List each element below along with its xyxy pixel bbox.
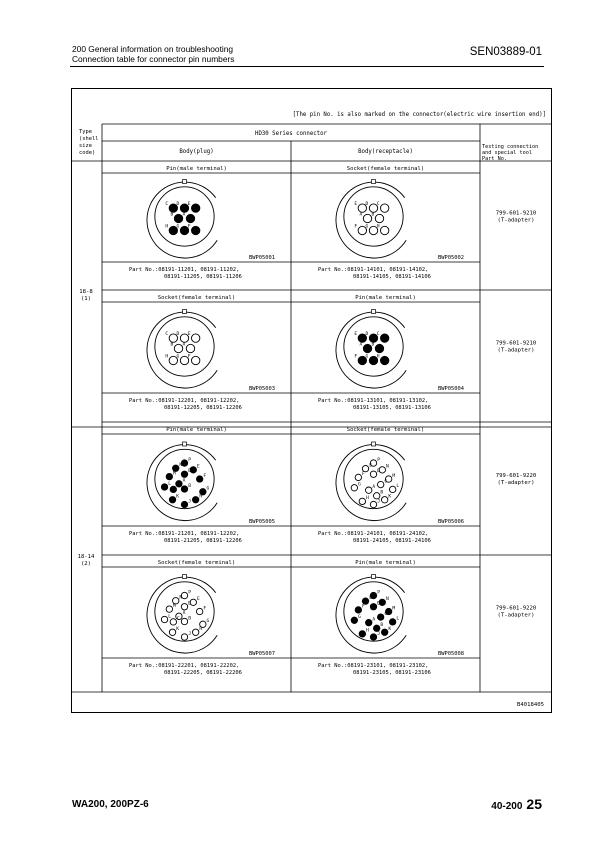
pin-letter: M (173, 471, 176, 477)
pin-letter: E (354, 201, 358, 207)
pin-open (351, 485, 357, 491)
figure-reference-code: B4018405 (517, 702, 544, 708)
connector-key-notch (183, 442, 187, 446)
connector-shell-outline (344, 449, 403, 508)
pin-filled (379, 599, 385, 605)
pin-filled (186, 214, 194, 222)
tool-part-number: 799-601-9210 (495, 340, 537, 347)
terminal-type-label: Socket(female terminal) (157, 560, 236, 566)
pin-filled (377, 614, 383, 620)
pin-open (166, 606, 172, 612)
pin-open (181, 592, 187, 598)
pin-letter: N (179, 595, 183, 601)
pin-open (170, 619, 176, 625)
pin-open (191, 356, 199, 364)
type-code-label: (2) (80, 561, 92, 567)
tool-part-number: 799-601-9210 (495, 210, 537, 217)
pin-letter: B (380, 490, 384, 496)
footer-page (491, 796, 542, 812)
part-number-line: 08191-23105, 08191-23106 (353, 670, 431, 676)
body-receptacle-header: Body(receptacle) (358, 149, 413, 155)
connector-body-outline (336, 445, 406, 521)
type-header-text: (shell (79, 136, 99, 142)
connector-key-notch (183, 310, 187, 314)
pin-open (380, 226, 388, 234)
pin-open (366, 487, 372, 493)
pin-letter: D (188, 469, 191, 475)
pin-open (355, 474, 361, 480)
pin-letter: L (396, 484, 400, 490)
pin-letter: M (392, 473, 396, 479)
pin-letter: D (365, 331, 369, 337)
pin-open (181, 634, 187, 640)
pin-letter: N (179, 463, 183, 469)
type-code-label: (1) (80, 296, 92, 302)
pin-letter: P (377, 590, 380, 596)
footer-page-number: 25 (526, 796, 542, 812)
pin-open (169, 629, 175, 635)
pin-letter: K (176, 494, 180, 500)
pin-letter: J (377, 631, 380, 637)
pin-letter: J (188, 631, 191, 637)
pin-letter: D (188, 601, 191, 607)
pin-letter: D (377, 469, 380, 475)
pin-open (377, 481, 383, 487)
pin-filled (380, 356, 388, 364)
pin-letter: P (188, 457, 191, 463)
pin-letter: D (377, 601, 380, 607)
type-code-label: 18-8 (79, 289, 93, 295)
pin-filled (169, 497, 175, 503)
header-chapter: 200 General information on troubleshooting (72, 44, 234, 54)
pin-letter: E (369, 463, 373, 469)
pin-letter: B (170, 342, 174, 348)
type-header-text: size (79, 143, 92, 149)
part-number-line: 08191-11205, 08191-11206 (164, 274, 242, 280)
pin-filled (161, 484, 167, 490)
pin-letter: E (187, 331, 191, 337)
pin-letter: B (188, 483, 191, 489)
pin-letter: C (384, 611, 388, 617)
connector-key-notch (372, 310, 376, 314)
pin-letter: C (376, 201, 380, 207)
pin-letter: N (385, 597, 389, 603)
pin-open (370, 471, 376, 477)
pin-letter: C (376, 331, 380, 337)
pin-open (363, 214, 371, 222)
pin-letter: H (366, 628, 369, 634)
part-number-line: 08191-21205, 08191-12206 (164, 538, 242, 544)
pin-letter: F (203, 606, 207, 612)
pin-letter: E (196, 464, 200, 470)
pin-filled (359, 631, 365, 637)
pin-letter: C (165, 201, 169, 207)
terminal-type-label: Socket(female terminal) (157, 295, 236, 301)
figure-code: BWP05002 (438, 255, 464, 261)
pin-open (375, 214, 383, 222)
pin-filled (181, 501, 187, 507)
pin-letter: A (182, 478, 186, 484)
figure-code: BWP05008 (438, 651, 464, 657)
pin-letter: A (359, 212, 363, 218)
pin-letter: P (377, 457, 380, 463)
tool-header-text: and special tool (482, 150, 532, 156)
pin-letter: L (168, 481, 172, 487)
document-number: SEN03889-01 (469, 46, 542, 58)
pin-letter: E (187, 201, 191, 207)
pin-letter: G (358, 615, 361, 621)
pin-open (181, 604, 187, 610)
body-plug-header: Body(plug) (179, 149, 214, 155)
pin-filled (196, 476, 202, 482)
pin-letter: H (199, 494, 203, 500)
pin-filled (166, 473, 172, 479)
footer-section: 40-200 (491, 801, 523, 812)
pin-letter: J (188, 499, 191, 505)
pin-letter: H (165, 224, 169, 230)
pin-letter: K (388, 494, 392, 500)
pin-letter: A (372, 484, 376, 490)
part-number-line: Part No.:08191-21201, 08191-12202, (129, 531, 240, 537)
terminal-type-label: Socket(female terminal) (346, 166, 425, 172)
pin-filled (370, 604, 376, 610)
pin-letter: K (176, 627, 180, 633)
pin-letter: H (366, 496, 369, 502)
pin-open (181, 618, 187, 624)
pin-letter: N (385, 464, 389, 470)
pin-number-note: [The pin No. is also marked on the connector(electric wire insertion end)] (292, 112, 546, 118)
pin-filled (181, 486, 187, 492)
connector-body-outline (336, 577, 406, 653)
pin-letter: A (359, 342, 363, 348)
pin-letter: D (365, 201, 369, 207)
pin-filled (191, 204, 199, 212)
part-number-line: Part No.:08191-12201, 08191-12202, (129, 398, 240, 404)
type-header-text: Type (79, 129, 92, 135)
pin-filled (380, 334, 388, 342)
pin-letter: L (168, 614, 172, 620)
pin-letter: H (376, 354, 380, 360)
figure-code: BWP05003 (249, 386, 275, 392)
pin-open (192, 629, 198, 635)
part-number-line: 08191-22205, 08191-22206 (164, 670, 242, 676)
part-number-line: Part No.:08191-22201, 08191-22202, (129, 663, 240, 669)
pin-filled (174, 214, 182, 222)
pin-letter: C (177, 484, 180, 490)
part-number-line: 08191-24105, 08191-24106 (353, 538, 431, 544)
pin-filled (170, 486, 176, 492)
header-topic: Connection table for connector pin numbers (72, 53, 235, 64)
pin-letter: F (362, 472, 365, 478)
pin-letter: C (165, 331, 169, 337)
pin-letter: A (182, 342, 186, 348)
pin-letter: D (176, 201, 180, 207)
pin-filled (375, 344, 383, 352)
pin-letter: F (362, 604, 365, 610)
pin-open (196, 608, 202, 614)
figure-code: BWP05001 (249, 255, 275, 261)
tool-type: (T-adapter) (497, 480, 535, 486)
pin-letter: F (354, 224, 358, 230)
pin-letter: F (203, 473, 207, 479)
footer-model: WA200, 200PZ-6 (72, 799, 149, 810)
part-number-line: Part No.:08191-24101, 08191-24102, (318, 531, 429, 537)
part-number-line: 08191-14105, 08191-14106 (353, 274, 431, 280)
pin-letter: G (365, 224, 369, 230)
pin-letter: B (170, 212, 174, 218)
connector-shell-outline (344, 582, 403, 641)
tool-header-text: Testing connection (482, 144, 539, 150)
pin-letter: H (376, 224, 380, 230)
connector-key-notch (183, 180, 187, 184)
pin-open (191, 334, 199, 342)
part-number-line: Part No.:08191-13101, 08191-13102, (318, 398, 429, 404)
type-header-text: code) (79, 150, 96, 156)
type-code-label: 18-14 (77, 554, 95, 560)
part-number-line: Part No.:08191-14101, 08191-14102, (318, 267, 429, 273)
pin-filled (389, 619, 395, 625)
pin-letter: M (392, 606, 396, 612)
pin-letter: H (199, 627, 203, 633)
pin-filled (370, 634, 376, 640)
pin-letter: F (187, 224, 191, 230)
pin-letter: G (176, 354, 180, 360)
terminal-type-label: Socket(female terminal) (346, 427, 425, 433)
pin-letter: G (206, 486, 210, 492)
pin-open (186, 344, 194, 352)
pin-letter: M (173, 603, 176, 609)
pin-letter: E (369, 595, 373, 601)
pin-filled (179, 460, 187, 469)
connector-key-notch (183, 575, 187, 579)
pin-filled (351, 617, 357, 623)
pin-open (381, 497, 387, 503)
pin-open (370, 501, 376, 507)
pin-letter: G (206, 619, 210, 625)
tool-part-number: 799-601-9220 (495, 605, 537, 612)
pin-filled (373, 625, 379, 631)
pin-letter: K (388, 627, 392, 633)
pin-open (362, 465, 368, 471)
pin-letter: A (182, 212, 186, 218)
figure-code: BWP05006 (438, 519, 464, 525)
pin-filled (191, 226, 199, 234)
figure-code: BWP05004 (438, 386, 464, 392)
pin-filled (366, 619, 372, 625)
pin-filled (381, 629, 387, 635)
tool-type: (T-adapter) (497, 612, 535, 619)
pin-letter: F (187, 354, 191, 360)
pin-filled (192, 497, 198, 503)
pin-open (379, 467, 385, 473)
pin-open (359, 498, 365, 504)
pin-open (161, 616, 167, 622)
pin-letter: C (177, 616, 180, 622)
pin-filled (355, 607, 361, 613)
pin-letter: E (354, 331, 358, 337)
pin-open (190, 599, 196, 605)
pin-letter: A (182, 611, 186, 617)
terminal-type-label: Pin(male terminal) (355, 560, 416, 566)
pin-letter: C (384, 479, 388, 485)
pin-filled (181, 471, 187, 477)
figure-code: BWP05005 (249, 519, 275, 525)
pin-letter: L (396, 616, 400, 622)
pin-letter: E (196, 597, 200, 603)
pin-letter: F (354, 354, 358, 360)
pin-letter: B (188, 616, 191, 622)
connector-key-notch (372, 575, 376, 579)
pin-open (174, 344, 182, 352)
pin-open (389, 486, 395, 492)
part-number-line: Part No.:08191-23101, 08191-23102, (318, 663, 429, 669)
connector-key-notch (372, 180, 376, 184)
terminal-type-label: Pin(male terminal) (166, 166, 227, 172)
part-number-line: 08191-12205, 08191-12206 (164, 405, 242, 411)
pin-letter: G (358, 482, 361, 488)
pin-filled (363, 344, 371, 352)
terminal-type-label: Pin(male terminal) (355, 295, 416, 301)
connector-key-notch (372, 442, 376, 446)
tool-header-text: Part No. (482, 156, 507, 162)
part-number-line: Part No.:08191-11201, 08191-11202, (129, 267, 240, 273)
pin-letter: G (176, 224, 180, 230)
pin-letter: H (165, 354, 169, 360)
pin-open (380, 204, 388, 212)
pin-letter: B (371, 342, 375, 348)
pin-letter: B (380, 623, 384, 629)
pin-letter: B (371, 212, 375, 218)
pin-filled (362, 598, 368, 604)
pin-filled (190, 467, 196, 473)
tool-type: (T-adapter) (497, 217, 535, 224)
pin-open (373, 493, 379, 499)
pin-letter: G (365, 354, 369, 360)
tool-type: (T-adapter) (497, 347, 535, 354)
pin-letter: P (188, 590, 191, 596)
figure-code: BWP05007 (249, 651, 275, 657)
pin-letter: A (372, 617, 376, 623)
tool-part-number: 799-601-9220 (495, 473, 537, 479)
terminal-type-label: Pin(male terminal) (166, 427, 227, 433)
pin-letter: J (377, 499, 380, 505)
part-number-line: 08191-13105, 08191-13106 (353, 405, 431, 411)
series-header: HD30 Series connector (255, 131, 327, 137)
pin-letter: D (176, 331, 180, 337)
